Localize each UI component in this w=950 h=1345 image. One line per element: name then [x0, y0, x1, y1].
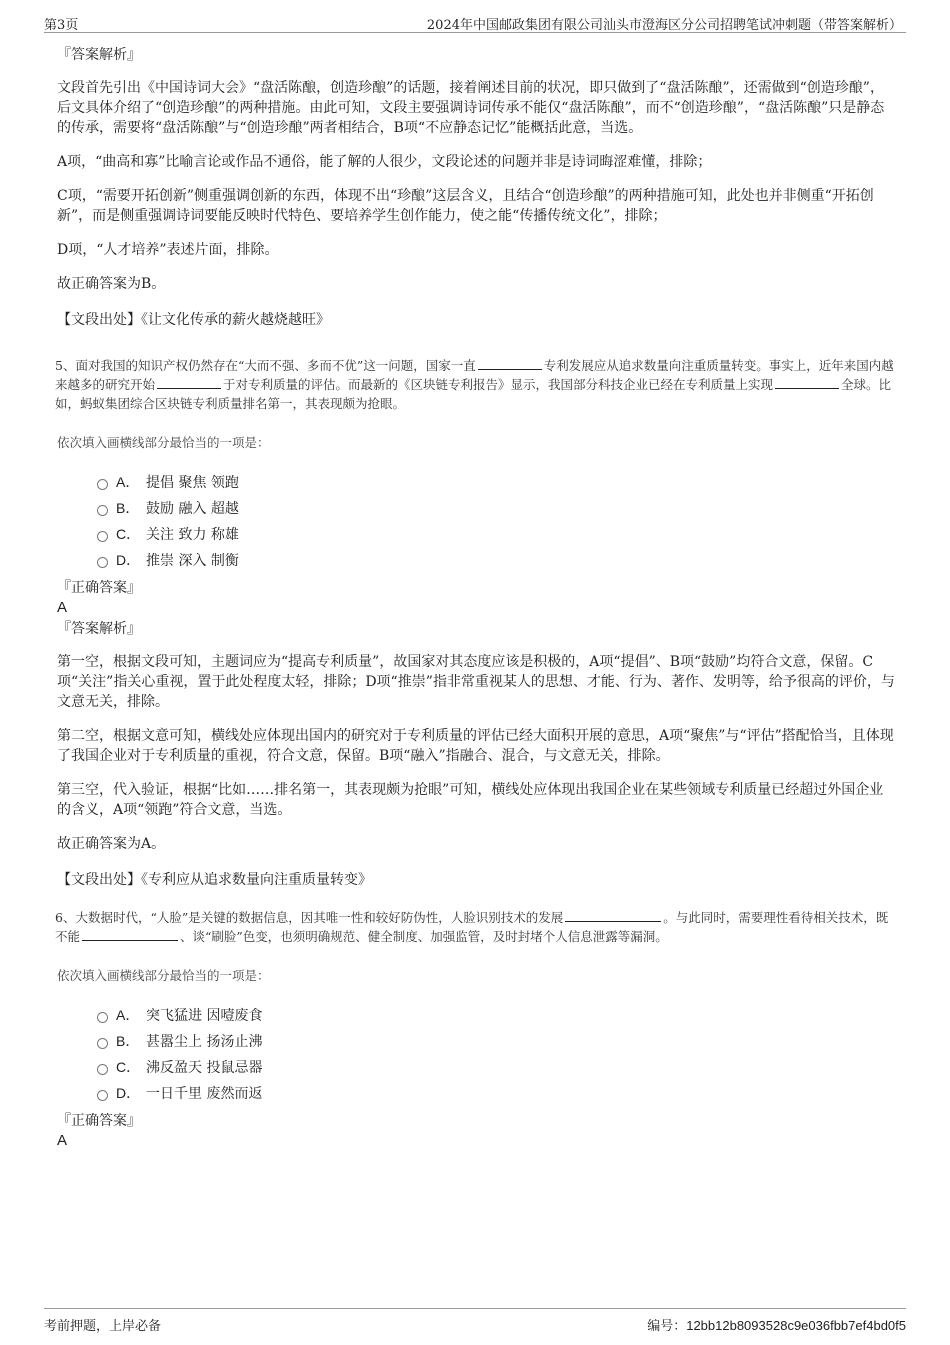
page-header [44, 10, 906, 33]
option-a[interactable]: A． 提倡 聚焦 领跑 [97, 469, 897, 495]
radio-icon[interactable] [97, 1090, 108, 1101]
analysis-paragraph: C项，“需要开拓创新”侧重强调创新的东西，体现不出“珍酿”这层含义，且结合“创造珍酿”的两种措施可知，此处也并非侧重“开拓创新”，而是侧重强调诗词要能反映时代特色、要培养学生创作能力，使之能“传播传统文化”，排除； [57, 188, 874, 224]
option-b[interactable]: B． 甚嚣尘上 扬汤止沸 [97, 1028, 897, 1054]
analysis-paragraph: D项，“人才培养”表述片面，排除。 [57, 242, 279, 258]
page-number: 第3页 [44, 18, 79, 33]
option-d[interactable]: D． 一日千里 废然而返 [97, 1080, 897, 1106]
question-prompt: 依次填入画横线部分最恰当的一项是： [57, 435, 270, 450]
fill-blank [565, 909, 661, 922]
page-footer [44, 1308, 906, 1339]
analysis-label-1: 『答案解析』 [57, 47, 141, 63]
radio-icon[interactable] [97, 1064, 108, 1075]
analysis-label: 『答案解析』 [57, 621, 141, 637]
correct-answer-label: 『正确答案』 [57, 1113, 141, 1129]
footer-code: 编号：12bb12b8093528c9e036fbb7ef4bd0f5 [647, 1318, 906, 1334]
option-c[interactable]: C． 沸反盈天 投鼠忌器 [97, 1054, 897, 1080]
radio-icon[interactable] [97, 1012, 108, 1023]
question-prompt: 依次填入画横线部分最恰当的一项是： [57, 968, 270, 983]
fill-blank [82, 928, 178, 941]
option-a[interactable]: A． 突飞猛进 因噎废食 [97, 1002, 897, 1028]
analysis-paragraph: 文段首先引出《中国诗词大会》“盘活陈酿，创造珍酿”的话题，接着阐述目前的状况，即只做到了“盘活陈酿”，还需做到“创造珍酿”，后文具体介绍了“创造珍酿”的两种措施。由此可知，文段主要强调诗词传承不能仅“盘活陈酿”，而不“创造珍酿”，“盘活陈酿”只是静态的传承，需要将“盘活陈酿”与“创造珍酿”两者相结合，B项“不应静态记忆”能概括此意，当选。 [57, 80, 885, 136]
analysis-paragraph: 第一空，根据文段可知，主题词应为“提高专利质量”，故国家对其态度应该是积极的，A项“提倡”、B项“鼓励”均符合文意，保留。C项“关注”指关心重视，置于此处程度太轻，排除；D项“推崇”指非常重视某人的思想、才能、行为、著作、发明等，给予很高的评价，与文意无关，排除。 [57, 654, 895, 710]
conclusion-paragraph: 故正确答案为A。 [57, 836, 166, 852]
option-d[interactable]: D． 推崇 深入 制衡 [97, 547, 897, 573]
analysis-paragraph: 第二空，根据文意可知，横线处应体现出国内的研究对于专利质量的评估已经大面积开展的意思，A项“聚焦”与“评估”搭配恰当，且体现了我国企业对于专利质量的重视，符合文意，保留。B项“融入”指融合、混合，与文意无关，排除。 [57, 728, 894, 764]
conclusion-paragraph: 故正确答案为B。 [57, 276, 166, 292]
source-citation: 【文段出处】《让文化传承的薪火越烧越旺》 [57, 312, 330, 328]
fill-blank [478, 357, 542, 370]
option-b[interactable]: B． 鼓励 融入 超越 [97, 495, 897, 521]
footer-slogan: 考前押题，上岸必备 [44, 1319, 162, 1334]
radio-icon[interactable] [97, 1038, 108, 1049]
option-c[interactable]: C． 关注 致力 称雄 [97, 521, 897, 547]
question-6-options [97, 1002, 897, 1106]
fill-blank [775, 376, 839, 389]
question-5-options [97, 469, 897, 573]
question-5-text: 5、面对我国的知识产权仍然存在“大而不强、多而不优”这一问题，国家一直 专利发展应从追求数量向注重质量转变。事实上，近年来国内越来越多的研究开始 于对专利质量的评估。而最新的《区块链专利报告》显示，我国部分科技企业已经在专利质量上实现 全球。比如，蚂蚁集团综合区块链专利质量排名第一，其表现颇为抢眼。 [55, 358, 894, 411]
main-content [57, 44, 897, 1151]
analysis-paragraph: 第三空，代入验证，根据“比如……排名第一，其表现颇为抢眼”可知，横线处应体现出我国企业在某些领域专利质量已经超过外国企业的含义，A项“领跑”符合文意，当选。 [57, 782, 884, 818]
radio-icon[interactable] [97, 505, 108, 516]
correct-answer-label: 『正确答案』 [57, 580, 141, 596]
radio-icon[interactable] [97, 479, 108, 490]
correct-answer-value: A [57, 599, 68, 616]
document-title: 2024年中国邮政集团有限公司汕头市澄海区分公司招聘笔试冲刺题（带答案解析） [426, 18, 902, 33]
radio-icon[interactable] [97, 531, 108, 542]
analysis-paragraph: A项，“曲高和寡”比喻言论或作品不通俗，能了解的人很少，文段论述的问题并非是诗词晦涩难懂，排除； [57, 154, 712, 170]
question-6-text: 6、大数据时代，“人脸”是关键的数据信息，因其唯一性和较好防伪性，人脸识别技术的发展 。与此同时，需要理性看待相关技术，既不能 、谈“刷脸”色变，也须明确规范、健全制度、加强监管，及时封堵个人信息泄露等漏洞。 [55, 910, 889, 944]
source-citation: 【文段出处】《专利应从追求数量向注重质量转变》 [57, 872, 372, 888]
radio-icon[interactable] [97, 557, 108, 568]
correct-answer-value: A [57, 1132, 68, 1149]
fill-blank [157, 376, 221, 389]
